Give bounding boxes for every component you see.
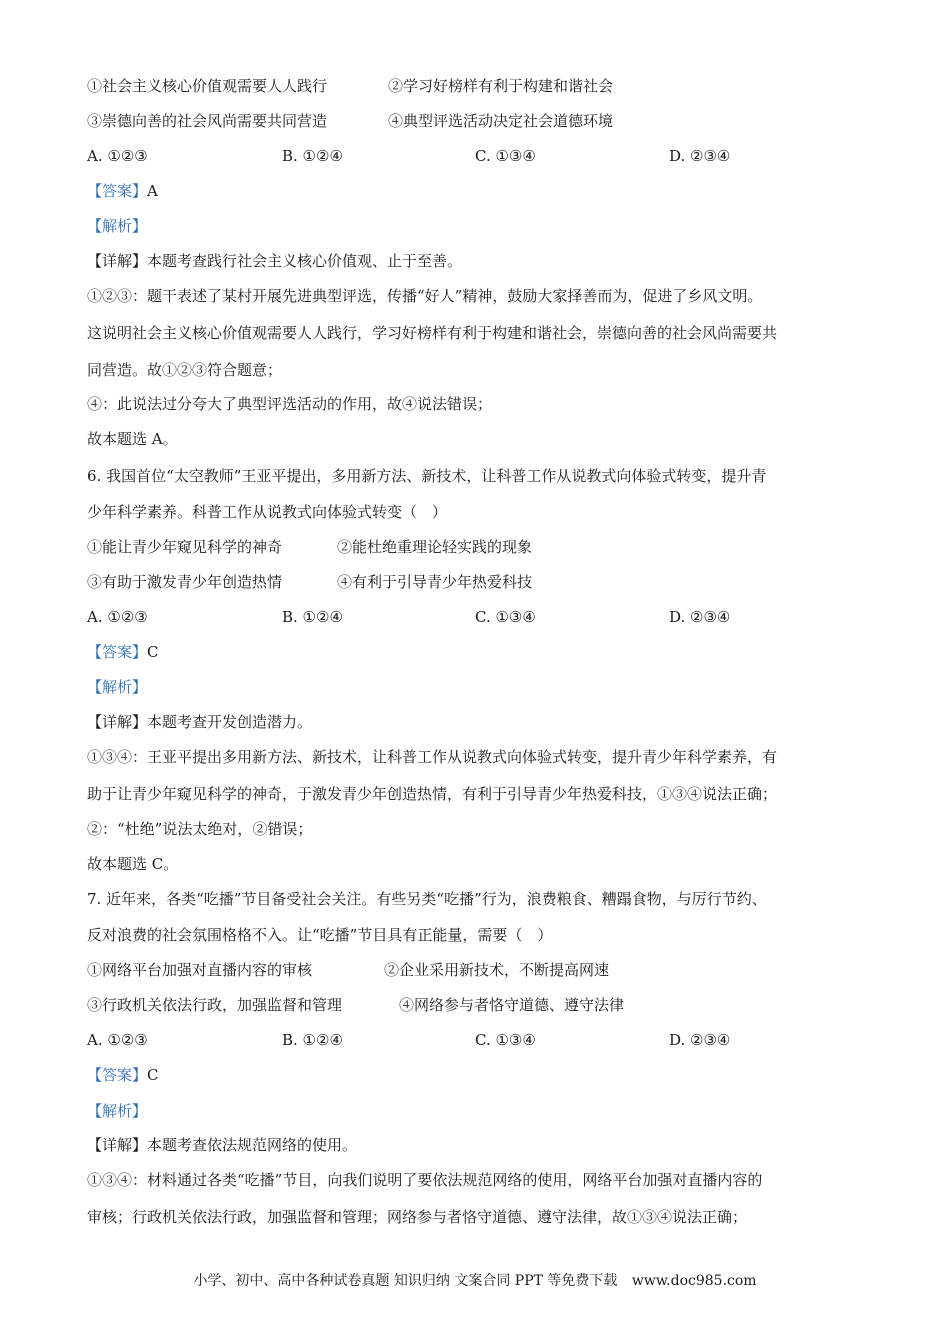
q6-stem-2: 少年科学素养。科普工作从说教式向体验式转变（ ） <box>87 503 448 521</box>
q7-detail-text: 本题考查依法规范网络的使用。 <box>147 1136 358 1154</box>
q7-option-a: A. ①②③ <box>87 1031 148 1049</box>
q6-option-c: C. ①③④ <box>475 608 536 626</box>
q7-stem-2: 反对浪费的社会氛围格格不入。让“吃播”节目具有正能量，需要（ ） <box>87 926 553 944</box>
footer-text: 小学、初中、高中各种试卷真题 知识归纳 文案合同 PPT 等免费下载 <box>193 1273 618 1289</box>
q7-option-c: C. ①③④ <box>475 1031 536 1049</box>
q6-explanation-1: ①③④：王亚平提出多用新方法、新技术，让科普工作从说教式向体验式转变，提升青少年科学素养，有 <box>87 748 778 766</box>
q7-analysis-label: 【解析】 <box>87 1102 148 1120</box>
page-footer <box>0 1270 950 1290</box>
q6-option-a: A. ①②③ <box>87 608 148 626</box>
q6-statement-2: ②能杜绝重理论轻实践的现象 <box>337 538 533 556</box>
q6-explanation-2: 助于让青少年窥见科学的神奇，于激发青少年创造热情，有利于引导青少年热爱科技，①③④说法正确； <box>87 785 778 803</box>
q5-option-b: B. ①②④ <box>282 147 343 165</box>
q6-explanation-3: ②：“杜绝”说法太绝对，②错误； <box>87 820 313 838</box>
q6-detail-label: 【详解】 <box>87 713 148 731</box>
q5-detail-label: 【详解】 <box>87 252 148 270</box>
q6-statement-3: ③有助于激发青少年创造热情 <box>87 573 283 591</box>
q7-detail-label: 【详解】 <box>87 1136 148 1154</box>
footer-url[interactable]: www.doc985.com <box>631 1273 757 1289</box>
q6-answer-value: C <box>147 643 159 661</box>
q7-answer-value: C <box>147 1066 159 1084</box>
q6-answer <box>87 642 890 662</box>
q5-answer-label: 【答案】 <box>87 182 148 200</box>
q5-detail <box>87 251 890 271</box>
q7-option-d: D. ②③④ <box>669 1031 731 1049</box>
q7-answer-label: 【答案】 <box>87 1066 148 1084</box>
q5-option-d: D. ②③④ <box>669 147 731 165</box>
q7-stem-1: 7. 近年来，各类“吃播”节目备受社会关注。有些另类“吃播”行为，浪费粮食、糟蹋食物，与厉行节约、 <box>87 890 767 908</box>
q5-option-a: A. ①②③ <box>87 147 148 165</box>
q5-statement-2: ②学习好榜样有利于构建和谐社会 <box>388 77 614 95</box>
q5-conclusion: 故本题选 A。 <box>87 430 178 448</box>
q7-explanation-2: 审核；行政机关依法行政，加强监督和管理；网络参与者恪守道德、遵守法律，故①③④说法正确； <box>87 1208 748 1226</box>
q6-stem-1: 6. 我国首位“太空教师”王亚平提出，多用新方法、新技术，让科普工作从说教式向体验式转变，提升青 <box>87 467 767 485</box>
q6-option-d: D. ②③④ <box>669 608 731 626</box>
q5-statement-4: ④典型评选活动决定社会道德环境 <box>388 112 614 130</box>
q6-option-b: B. ①②④ <box>282 608 343 626</box>
q5-option-c: C. ①③④ <box>475 147 536 165</box>
q5-explanation-4: ④：此说法过分夸大了典型评选活动的作用，故④说法错误； <box>87 395 493 413</box>
q5-explanation-3: 同营造。故①②③符合题意； <box>87 361 283 379</box>
q7-option-b: B. ①②④ <box>282 1031 343 1049</box>
q6-statement-4: ④有利于引导青少年热爱科技 <box>337 573 533 591</box>
q5-analysis-label: 【解析】 <box>87 217 148 235</box>
q7-answer <box>87 1065 890 1085</box>
q5-statement-3: ③崇德向善的社会风尚需要共同营造 <box>87 112 328 130</box>
q7-statement-2: ②企业采用新技术，不断提高网速 <box>384 961 610 979</box>
q7-statement-1: ①网络平台加强对直播内容的审核 <box>87 961 313 979</box>
q7-statement-4: ④网络参与者恪守道德、遵守法律 <box>399 996 625 1014</box>
q6-analysis-label: 【解析】 <box>87 678 148 696</box>
q5-statement-1: ①社会主义核心价值观需要人人践行 <box>87 77 328 95</box>
q5-explanation-2: 这说明社会主义核心价值观需要人人践行，学习好榜样有利于构建和谐社会，崇德向善的社会风尚需要共 <box>87 324 778 342</box>
q5-answer <box>87 181 890 201</box>
q5-answer-value: A <box>147 182 158 200</box>
q6-statement-1: ①能让青少年窥见科学的神奇 <box>87 538 283 556</box>
q5-explanation-1: ①②③：题干表述了某村开展先进典型评选，传播“好人”精神，鼓励大家择善而为，促进了乡风文明。 <box>87 287 763 305</box>
q5-detail-text: 本题考查践行社会主义核心价值观、止于至善。 <box>147 252 463 270</box>
q6-detail <box>87 712 890 732</box>
q7-statement-3: ③行政机关依法行政，加强监督和管理 <box>87 996 343 1014</box>
q7-detail <box>87 1135 890 1155</box>
q6-answer-label: 【答案】 <box>87 643 148 661</box>
q6-detail-text: 本题考查开发创造潜力。 <box>147 713 313 731</box>
q6-conclusion: 故本题选 C。 <box>87 855 179 873</box>
q7-explanation-1: ①③④：材料通过各类“吃播”节目，向我们说明了要依法规范网络的使用，网络平台加强对直播内容的 <box>87 1171 763 1189</box>
